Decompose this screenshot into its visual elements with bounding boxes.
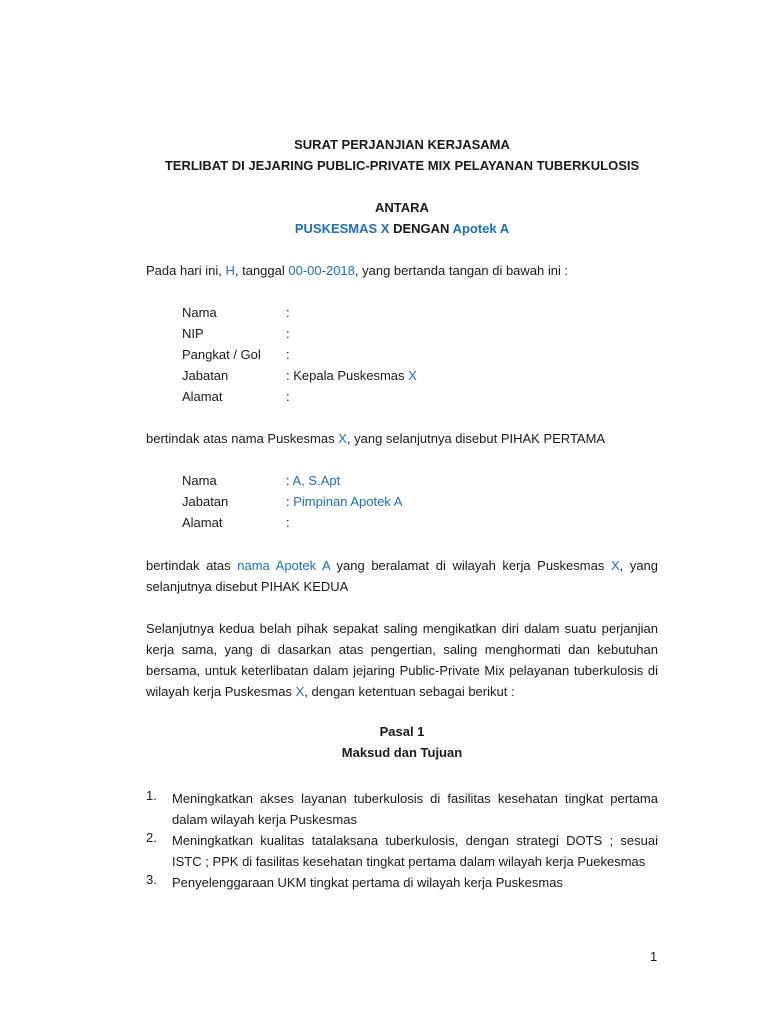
opening-mid: , tanggal (234, 263, 289, 278)
statement-mid: yang beralamat di wilayah kerja Puskesmas (329, 558, 611, 573)
first-party-nip-row (182, 326, 290, 341)
agreement-pre: Selanjutnya kedua belah pihak sepakat saling mengikatkan diri dalam suatu perjanjian kerja sama, yang di dasarkan atas pengertian, saling menghormati dan kebutuhan bersama, untuk keterlibatan dalam jejaring Public-Private Mix pelayanan tuberkulosis di wilayah kerja Puskesmas (146, 621, 662, 699)
first-party-statement (146, 431, 605, 446)
party1-name: PUSKESMAS X (294, 221, 390, 236)
field-colon: : (286, 473, 293, 488)
statement-x: X (610, 558, 620, 573)
list-text: Meningkatkan kualitas tatalaksana tuberkulosis, dengan strategi DOTS ; sesuai ISTC ; PPK di fasilitas kesehatan tingkat pertama dalam wilayah kerja Puekesmas (172, 833, 658, 869)
doc-title-line2: TERLIBAT DI JEJARING PUBLIC-PRIVATE MIX PELAYANAN TUBERKULOSIS (164, 158, 640, 173)
field-label: NIP (182, 326, 204, 341)
party2-name: Apotek A (452, 221, 510, 236)
first-party-pangkat-row (182, 347, 290, 362)
field-label: Nama (182, 305, 217, 320)
agreement-x: X (295, 684, 305, 699)
opening-date: 00-00-2018 (288, 263, 355, 278)
second-party-jabatan-row (182, 494, 402, 509)
list-text: Penyelenggaraan UKM tingkat pertama di wilayah kerja Puskesmas (172, 875, 563, 890)
agreement-post: , dengan ketentuan sebagai berikut : (304, 684, 515, 699)
field-value: : (286, 515, 290, 530)
field-value: A, S.Apt (292, 473, 341, 488)
opening-day: H (225, 263, 235, 278)
antara-heading: ANTARA (375, 200, 429, 215)
second-party-nama-row (182, 473, 340, 488)
list-number: 1. (146, 788, 157, 803)
opening-sentence (146, 263, 568, 278)
field-label: Pangkat / Gol (182, 347, 261, 362)
field-label: Alamat (182, 515, 223, 530)
field-value-x: X (408, 368, 417, 383)
statement-pre: bertindak atas nama Puskesmas (146, 431, 339, 446)
first-party-jabatan-row (182, 368, 417, 383)
field-value: : (286, 326, 290, 341)
opening-pre: Pada hari ini, (146, 263, 226, 278)
first-party-nama-row (182, 305, 290, 320)
pasal-subheading: Maksud dan Tujuan (341, 745, 463, 760)
field-label: Nama (182, 473, 217, 488)
field-value: Pimpinan Apotek A (293, 494, 403, 509)
list-number: 3. (146, 872, 157, 887)
page-number: 1 (650, 949, 658, 964)
first-party-alamat-row (182, 389, 290, 404)
doc-title-line1: SURAT PERJANJIAN KERJASAMA (294, 137, 510, 152)
statement-post: , yang selanjutnya disebut PIHAK KEDUA (146, 558, 659, 594)
dengan-text: DENGAN (389, 221, 453, 236)
statement-post: , yang selanjutnya disebut PIHAK PERTAMA (346, 431, 606, 446)
parties-heading (146, 221, 658, 236)
field-value: : (286, 305, 290, 320)
agreement-paragraph (146, 618, 662, 702)
field-value: : (286, 347, 290, 362)
pasal-heading: Pasal 1 (379, 724, 425, 739)
field-value: : Kepala Puskesmas (286, 368, 409, 383)
field-colon: : (286, 494, 294, 509)
opening-post: , yang bertanda tangan di bawah ini : (354, 263, 569, 278)
field-label: Alamat (182, 389, 223, 404)
list-number: 2. (146, 830, 157, 845)
second-party-statement (146, 555, 658, 597)
field-label: Jabatan (182, 368, 229, 383)
statement-pre: bertindak atas (146, 558, 238, 573)
field-label: Jabatan (182, 494, 229, 509)
field-value: : (286, 389, 290, 404)
statement-name: nama Apotek A (237, 558, 330, 573)
list-text: Meningkatkan akses layanan tuberkulosis di fasilitas kesehatan tingkat pertama dalam wilayah kerja Puskesmas (172, 791, 658, 827)
second-party-alamat-row (182, 515, 290, 530)
statement-x: X (338, 431, 347, 446)
